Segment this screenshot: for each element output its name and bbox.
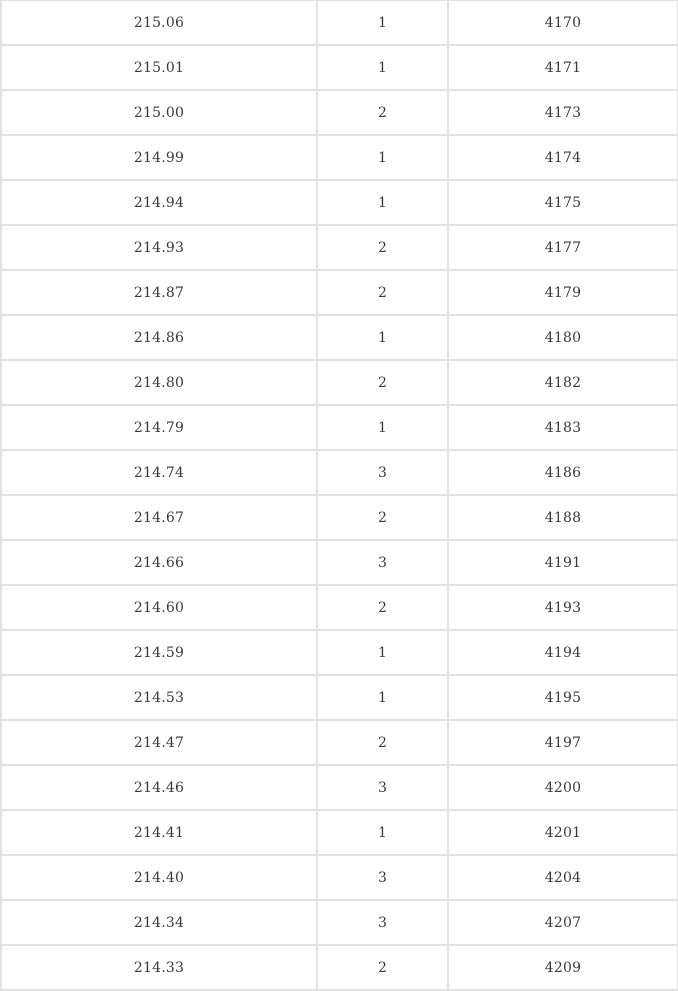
- count-cell: 2: [317, 90, 448, 135]
- table-row: [1, 630, 678, 675]
- score-cell: 214.80: [1, 360, 317, 405]
- table-row: [1, 810, 678, 855]
- count-cell: 3: [317, 540, 448, 585]
- count-cell: 1: [317, 675, 448, 720]
- score-cell: 215.00: [1, 90, 317, 135]
- count-cell: 2: [317, 225, 448, 270]
- score-cell: 214.93: [1, 225, 317, 270]
- score-cell: 214.59: [1, 630, 317, 675]
- count-cell: 3: [317, 900, 448, 945]
- table-row: [1, 135, 678, 180]
- cumulative-cell: 4209: [448, 945, 678, 990]
- count-cell: 1: [317, 135, 448, 180]
- count-cell: 1: [317, 630, 448, 675]
- table-row: [1, 540, 678, 585]
- cumulative-cell: 4207: [448, 900, 678, 945]
- cumulative-cell: 4182: [448, 360, 678, 405]
- count-cell: 2: [317, 360, 448, 405]
- count-cell: 1: [317, 315, 448, 360]
- score-cell: 214.40: [1, 855, 317, 900]
- score-cell: 214.53: [1, 675, 317, 720]
- count-cell: 2: [317, 720, 448, 765]
- table-row: [1, 675, 678, 720]
- count-cell: 3: [317, 450, 448, 495]
- score-cell: 214.41: [1, 810, 317, 855]
- cumulative-cell: 4195: [448, 675, 678, 720]
- count-cell: 2: [317, 945, 448, 990]
- score-cell: 214.67: [1, 495, 317, 540]
- cumulative-cell: 4175: [448, 180, 678, 225]
- table-row: [1, 945, 678, 990]
- cumulative-cell: 4174: [448, 135, 678, 180]
- cumulative-cell: 4183: [448, 405, 678, 450]
- score-cell: 214.94: [1, 180, 317, 225]
- table-row: [1, 900, 678, 945]
- table-row: [1, 720, 678, 765]
- cumulative-cell: 4179: [448, 270, 678, 315]
- score-cell: 214.99: [1, 135, 317, 180]
- count-cell: 2: [317, 585, 448, 630]
- cumulative-cell: 4200: [448, 765, 678, 810]
- cumulative-cell: 4201: [448, 810, 678, 855]
- table-row: [1, 405, 678, 450]
- score-cell: 214.60: [1, 585, 317, 630]
- table-row: [1, 315, 678, 360]
- score-cell: 214.87: [1, 270, 317, 315]
- score-cell: 214.47: [1, 720, 317, 765]
- table-row: [1, 855, 678, 900]
- count-cell: 1: [317, 0, 448, 45]
- score-cell: 214.46: [1, 765, 317, 810]
- count-cell: 1: [317, 180, 448, 225]
- score-cell: 214.86: [1, 315, 317, 360]
- cumulative-cell: 4194: [448, 630, 678, 675]
- table-row: [1, 0, 678, 45]
- table-row: [1, 360, 678, 405]
- score-cell: 215.01: [1, 45, 317, 90]
- cumulative-cell: 4171: [448, 45, 678, 90]
- cumulative-cell: 4180: [448, 315, 678, 360]
- cumulative-cell: 4193: [448, 585, 678, 630]
- score-cell: 214.79: [1, 405, 317, 450]
- cumulative-cell: 4170: [448, 0, 678, 45]
- table-row: [1, 270, 678, 315]
- cumulative-cell: 4188: [448, 495, 678, 540]
- score-cell: 214.74: [1, 450, 317, 495]
- score-table-body: [1, 0, 678, 990]
- count-cell: 2: [317, 495, 448, 540]
- count-cell: 1: [317, 45, 448, 90]
- count-cell: 1: [317, 405, 448, 450]
- cumulative-cell: 4191: [448, 540, 678, 585]
- table-row: [1, 180, 678, 225]
- table-row: [1, 90, 678, 135]
- score-cell: 214.66: [1, 540, 317, 585]
- table-row: [1, 495, 678, 540]
- score-cell: 214.34: [1, 900, 317, 945]
- count-cell: 1: [317, 810, 448, 855]
- cumulative-cell: 4197: [448, 720, 678, 765]
- count-cell: 3: [317, 855, 448, 900]
- table-row: [1, 225, 678, 270]
- table-row: [1, 45, 678, 90]
- cumulative-cell: 4204: [448, 855, 678, 900]
- count-cell: 2: [317, 270, 448, 315]
- score-cell: 214.33: [1, 945, 317, 990]
- table-row: [1, 765, 678, 810]
- score-cell: 215.06: [1, 0, 317, 45]
- cumulative-cell: 4186: [448, 450, 678, 495]
- table-row: [1, 585, 678, 630]
- count-cell: 3: [317, 765, 448, 810]
- table-row: [1, 450, 678, 495]
- cumulative-cell: 4177: [448, 225, 678, 270]
- cumulative-cell: 4173: [448, 90, 678, 135]
